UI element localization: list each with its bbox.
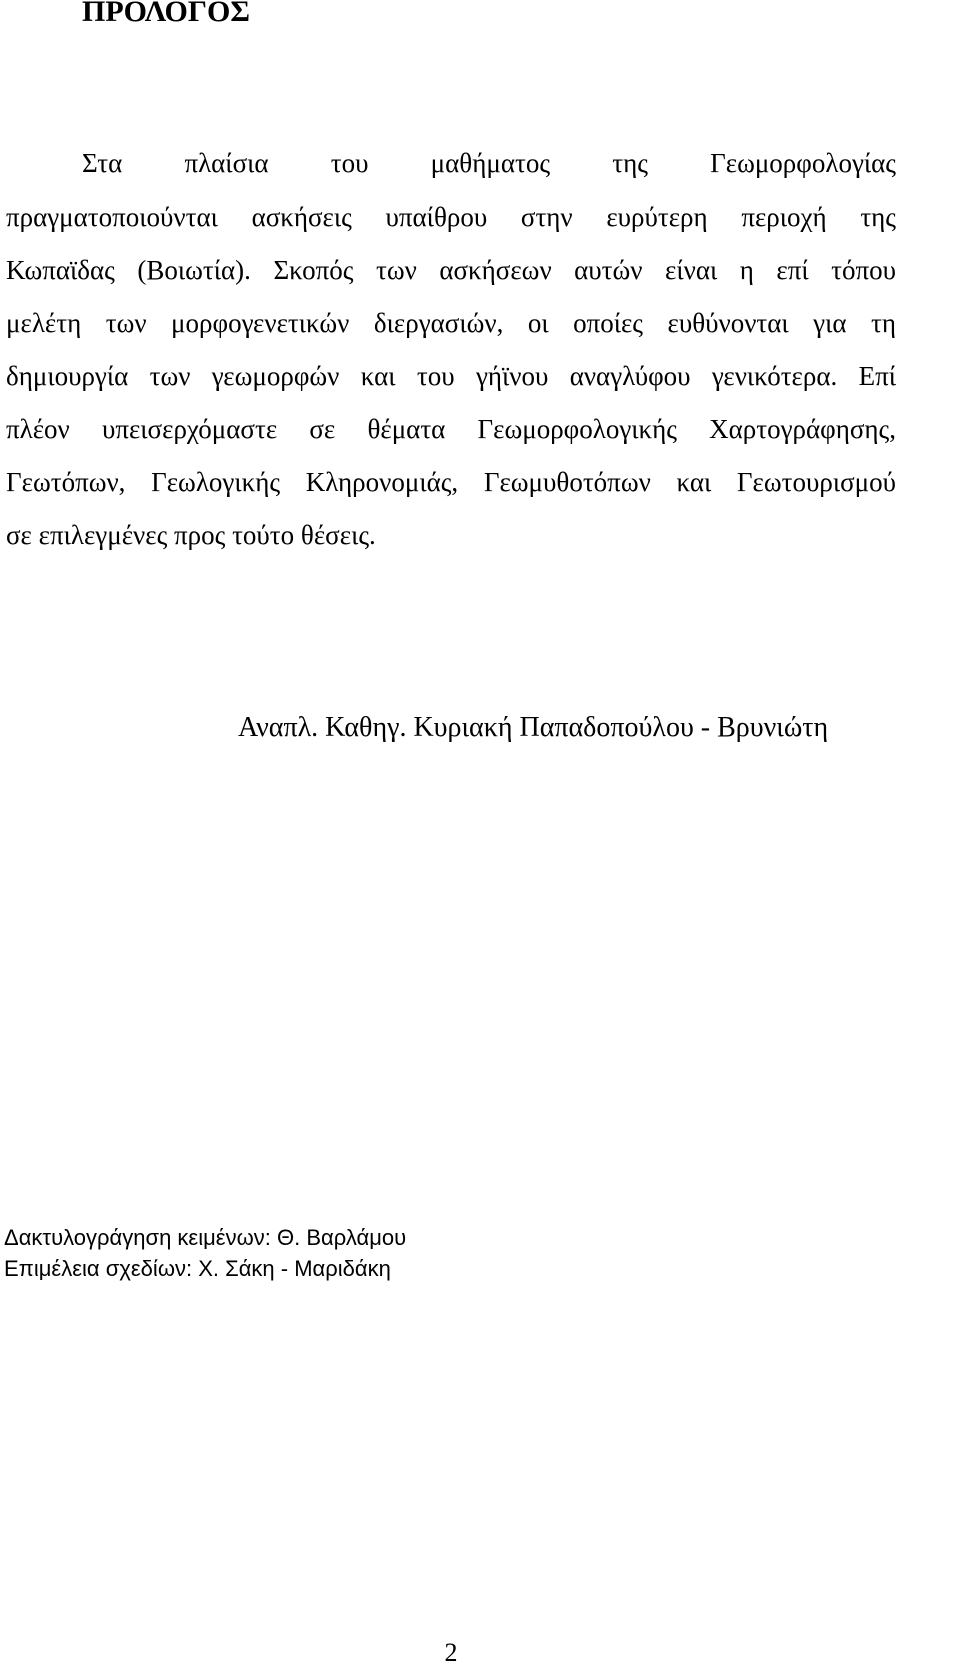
paragraph-line: πραγματοποιούνται ασκήσεις υπαίθρου στην ευρύτερη περιοχή της	[6, 202, 896, 232]
paragraph-line: μελέτη των μορφογενετικών διεργασιών, οι οποίες ευθύνονται για τη	[6, 308, 896, 338]
page-number: 2	[444, 1638, 458, 1667]
paragraph-line: δημιουργία των γεωμορφών και του γήϊνου αναγλύφου γενικότερα. Επί	[6, 361, 896, 391]
typing-credit: Δακτυλογράγηση κειμένων: Θ. Βαρλάμου	[4, 1225, 407, 1250]
page-title: ΠΡΟΛΟΓΟΣ	[82, 0, 250, 28]
author-signature: Αναπλ. Καθηγ. Κυριακή Παπαδοπούλου - Βρυνιώτη	[238, 712, 829, 743]
paragraph-line: Γεωτόπων, Γεωλογικής Κληρονομιάς, Γεωμυθοτόπων και Γεωτουρισμού	[6, 467, 896, 497]
paragraph-line: Στα πλαίσια του μαθήματος της Γεωμορφολογίας	[82, 148, 896, 178]
drawings-credit: Επιμέλεια σχεδίων: Χ. Σάκη - Μαριδάκη	[4, 1256, 391, 1281]
paragraph-line: σε επιλεγμένες προς τούτο θέσεις.	[6, 520, 376, 550]
paragraph-line: πλέον υπεισερχόμαστε σε θέματα Γεωμορφολογικής Χαρτογράφησης,	[6, 414, 896, 444]
paragraph-line: Κωπαϊδας (Βοιωτία). Σκοπός των ασκήσεων αυτών είναι η επί τόπου	[6, 255, 896, 285]
